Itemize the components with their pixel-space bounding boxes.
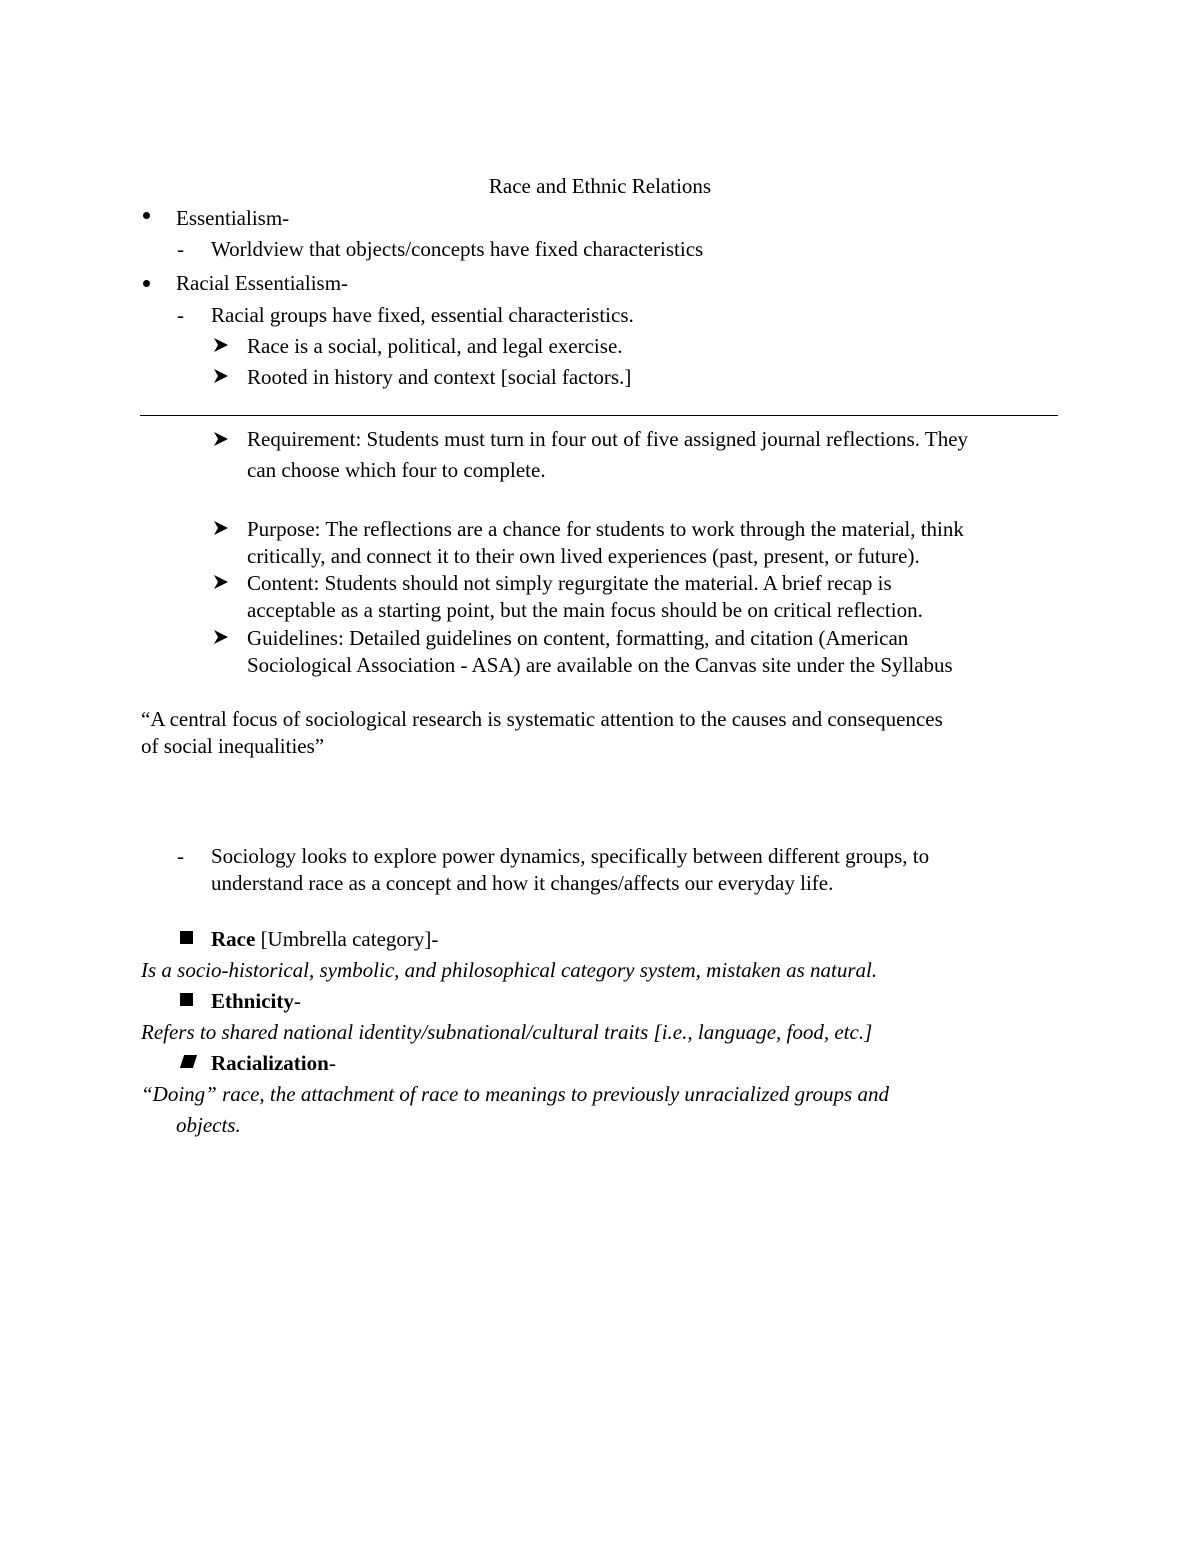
square-bullet-icon — [180, 931, 193, 944]
racialization-term-line — [211, 1050, 336, 1077]
purpose-text: Purpose: The reflections are a chance for students to work through the material, think — [247, 517, 964, 541]
dash-marker: - — [177, 303, 184, 327]
bullet-dot — [143, 280, 150, 287]
essentialism-heading: Essentialism- — [176, 206, 290, 230]
ethnicity-term-suffix: - — [293, 989, 301, 1013]
race-term-note: [Umbrella category]- — [255, 927, 439, 951]
arrow-bullet-icon — [213, 431, 229, 447]
racialization-definition-cont: objects. — [176, 1113, 241, 1137]
arrow-bullet-icon — [213, 520, 229, 536]
quote-text: “A central focus of sociological research is systematic attention to the causes and consequences — [141, 707, 943, 731]
racial-essentialism-point: Race is a social, political, and legal exercise. — [247, 334, 623, 358]
ethnicity-term-line — [211, 988, 301, 1015]
content-text: Content: Students should not simply regurgitate the material. A brief recap is — [247, 571, 892, 595]
race-definition: Is a socio-historical, symbolic, and philosophical category system, mistaken as natural. — [141, 958, 878, 982]
race-term: Race — [211, 927, 256, 951]
racial-essentialism-definition: Racial groups have fixed, essential characteristics. — [211, 303, 634, 327]
guidelines-text: Guidelines: Detailed guidelines on content, formatting, and citation (American — [247, 626, 909, 650]
dash-marker: - — [177, 237, 184, 261]
purpose-text-cont: critically, and connect it to their own lived experiences (past, present, or future). — [247, 544, 920, 568]
bullet-dot — [143, 212, 150, 219]
ethnicity-term: Ethnicity — [211, 989, 294, 1013]
sociology-text: Sociology looks to explore power dynamics, specifically between different groups, to — [211, 844, 930, 868]
sociology-text-cont: understand race as a concept and how it changes/affects our everyday life. — [211, 871, 834, 895]
content-text-cont: acceptable as a starting point, but the main focus should be on critical reflection. — [247, 598, 923, 622]
dash-marker: - — [177, 844, 184, 868]
arrow-bullet-icon — [213, 574, 229, 590]
racialization-term-suffix: - — [328, 1051, 336, 1075]
square-bullet-icon — [180, 993, 193, 1006]
arrow-bullet-icon — [213, 368, 229, 384]
arrow-bullet-icon — [213, 337, 229, 353]
racialization-term: Racialization — [211, 1051, 329, 1075]
square-bullet-icon — [180, 1055, 197, 1068]
racialization-definition: “Doing” race, the attachment of race to meanings to previously unracialized groups and — [141, 1082, 889, 1106]
ethnicity-definition: Refers to shared national identity/subnational/cultural traits [i.e., language, food, etc.] — [141, 1020, 873, 1044]
racial-essentialism-heading: Racial Essentialism- — [176, 271, 349, 295]
page-title: Race and Ethnic Relations — [488, 174, 712, 198]
horizontal-divider — [140, 415, 1058, 416]
race-term-line — [211, 926, 438, 953]
racial-essentialism-point: Rooted in history and context [social factors.] — [247, 365, 632, 389]
quote-text-cont: of social inequalities” — [141, 734, 325, 758]
essentialism-definition: Worldview that objects/concepts have fixed characteristics — [211, 237, 704, 261]
guidelines-text-cont: Sociological Association - ASA) are available on the Canvas site under the Syllabus — [247, 653, 953, 677]
arrow-bullet-icon — [213, 629, 229, 645]
requirement-text: Requirement: Students must turn in four out of five assigned journal reflections. They — [247, 427, 969, 451]
requirement-text-cont: can choose which four to complete. — [247, 458, 546, 482]
